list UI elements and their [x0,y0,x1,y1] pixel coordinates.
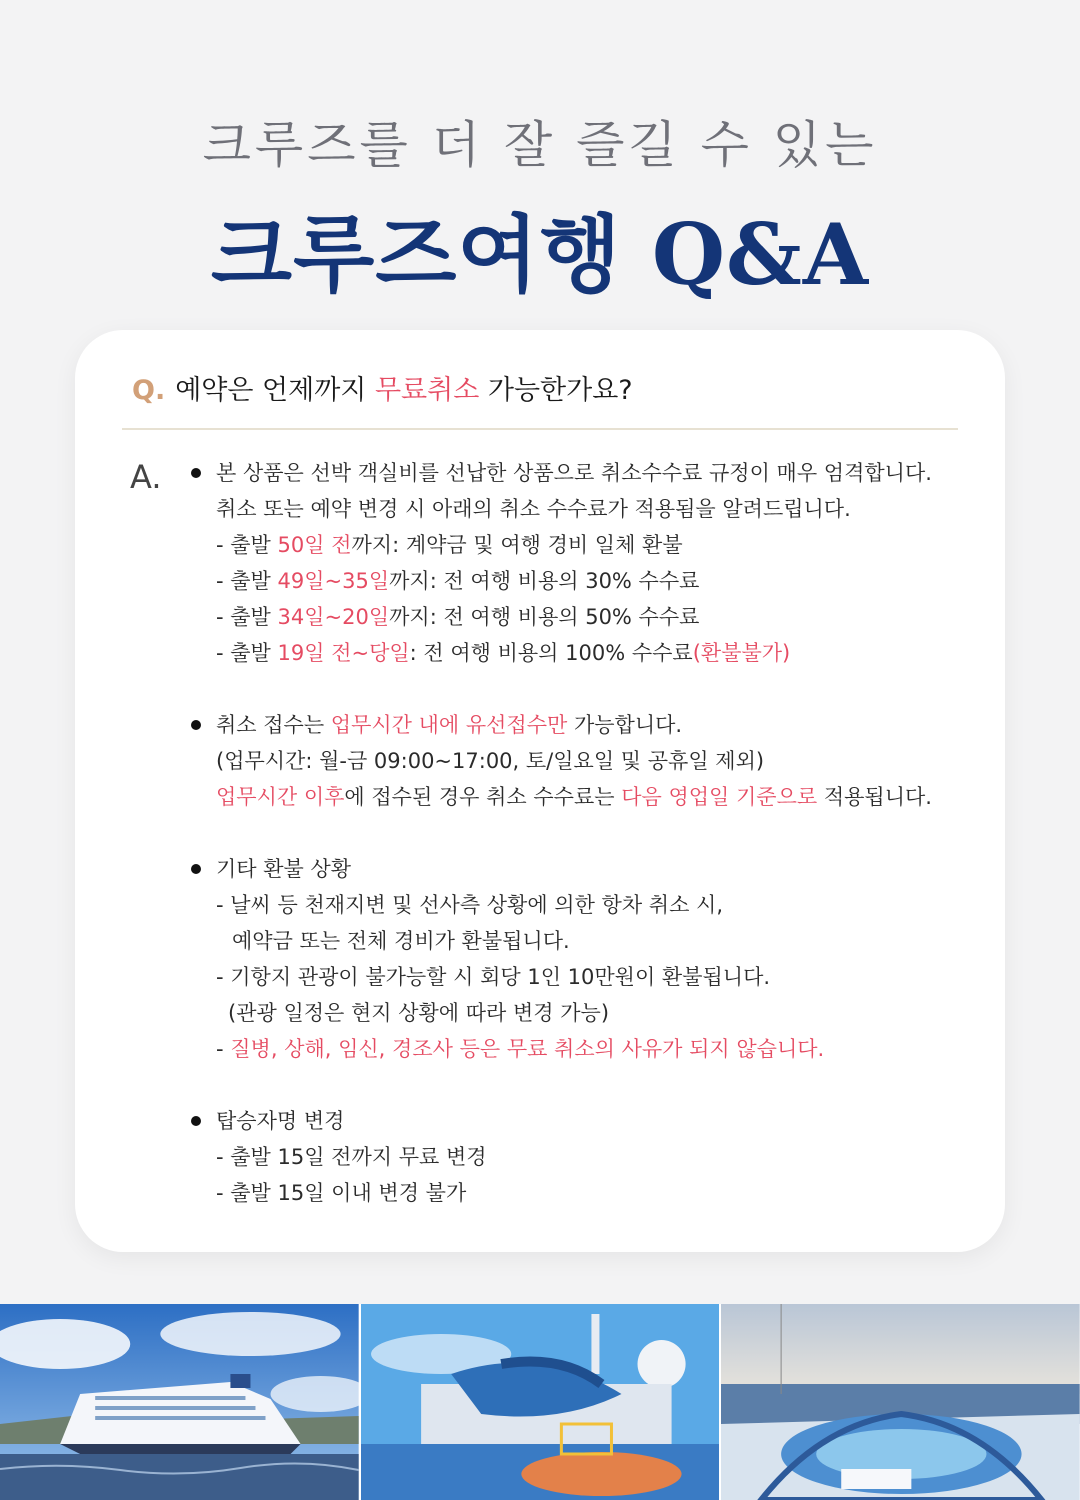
bullet-icon [191,1116,201,1126]
text-segment: 예약은 언제까지 [175,375,375,406]
highlight-text: 질병, 상해, 임신, 경조사 등은 무료 취소의 사유가 되지 않습니다. [230,1037,825,1061]
text-segment: - [216,1037,231,1061]
text-segment: : 전 여행 비용의 100% 수수료 [409,641,693,665]
question-text [175,375,632,406]
answer-section [75,851,1005,1067]
answer-line [216,491,1005,527]
text-segment: 기타 환불 상황 [216,857,352,881]
text-segment: - 출발 15일 전까지 무료 변경 [216,1145,487,1169]
answer-line [216,923,1005,959]
answer-section [75,1103,1005,1211]
highlight-text: 무료취소 [374,375,480,406]
text-segment: - 출발 [216,605,278,629]
text-segment: - 출발 [216,641,278,665]
answer-line [216,1031,1005,1067]
question-mark-label: Q. [132,375,166,406]
text-segment: 까지: 전 여행 비용의 50% 수수료 [389,605,700,629]
answer-mark-label: A. [130,458,162,496]
pool-deck-photo [721,1304,1080,1500]
text-segment: - 출발 [216,569,278,593]
highlight-text: 업무시간 이후 [216,785,345,809]
answer-line [216,563,1005,599]
answer-line [216,707,1005,743]
text-segment: 적용됩니다. [817,785,932,809]
highlight-text: 업무시간 내에 유선접수만 [330,713,568,737]
text-segment: 까지: 계약금 및 여행 경비 일체 환불 [351,533,683,557]
answer-line [216,1139,1005,1175]
text-segment: 예약금 또는 전체 경비가 환불됩니다. [232,929,570,953]
text-segment: - 출발 [216,533,278,557]
answer-line [216,743,1005,779]
cruise-ship-photo [0,1304,359,1500]
text-segment: 본 상품은 선박 객실비를 선납한 상품으로 취소수수료 규정이 매우 엄격합니다. [216,461,932,485]
text-segment: 에 접수된 경우 취소 수수료는 [344,785,622,809]
text-segment: 까지: 전 여행 비용의 30% 수수료 [389,569,700,593]
highlight-text: 19일 전~당일 [277,641,410,665]
highlight-text: 49일~35일 [277,569,390,593]
highlight-text: 다음 영업일 기준으로 [621,785,818,809]
text-segment: 가능합니다. [567,713,683,737]
text-segment: 탑승자명 변경 [216,1109,345,1133]
highlight-text: 50일 전 [277,533,352,557]
bullet-icon [191,468,201,478]
highlight-text: (환불불가) [692,641,791,665]
answer-line [216,887,1005,923]
answer-line [216,851,1005,887]
bullet-icon [191,864,201,874]
answer-line [216,1175,1005,1211]
answer-line [216,995,1005,1031]
answer-sections [75,455,1005,1247]
answer-line [216,527,1005,563]
answer-line [216,959,1005,995]
answer-section [75,707,1005,815]
text-segment: 취소 접수는 [216,713,331,737]
text-segment: 취소 또는 예약 변경 시 아래의 취소 수수료가 적용됨을 알려드립니다. [216,497,851,521]
waterslide-deck-photo [361,1304,720,1500]
answer-line [216,455,1005,491]
highlight-text: 34일~20일 [277,605,390,629]
answer-section [75,455,1005,671]
text-segment: 가능한가요? [479,375,633,406]
text-segment: (업무시간: 월-금 09:00~17:00, 토/일요일 및 공휴일 제외) [216,749,765,773]
question [132,368,633,407]
text-segment: - 출발 15일 이내 변경 불가 [216,1181,467,1205]
photo-strip [0,1304,1080,1500]
answer-line [216,1103,1005,1139]
answer-line [216,635,1005,671]
page-title: 크루즈여행 Q&A [210,205,870,304]
bullet-icon [191,720,201,730]
answer-line [216,599,1005,635]
text-segment: - 기항지 관광이 불가능할 시 회당 1인 10만원이 환불됩니다. [216,965,771,989]
page-subtitle: 크루즈를 더 잘 즐길 수 있는 [202,116,878,174]
text-segment: - 날씨 등 천재지변 및 선사측 상황에 의한 항차 취소 시, [216,893,724,917]
divider [122,428,958,430]
qa-card [75,330,1005,1252]
text-segment: (관광 일정은 현지 상황에 따라 변경 가능) [228,1001,610,1025]
answer-line [216,779,1005,815]
